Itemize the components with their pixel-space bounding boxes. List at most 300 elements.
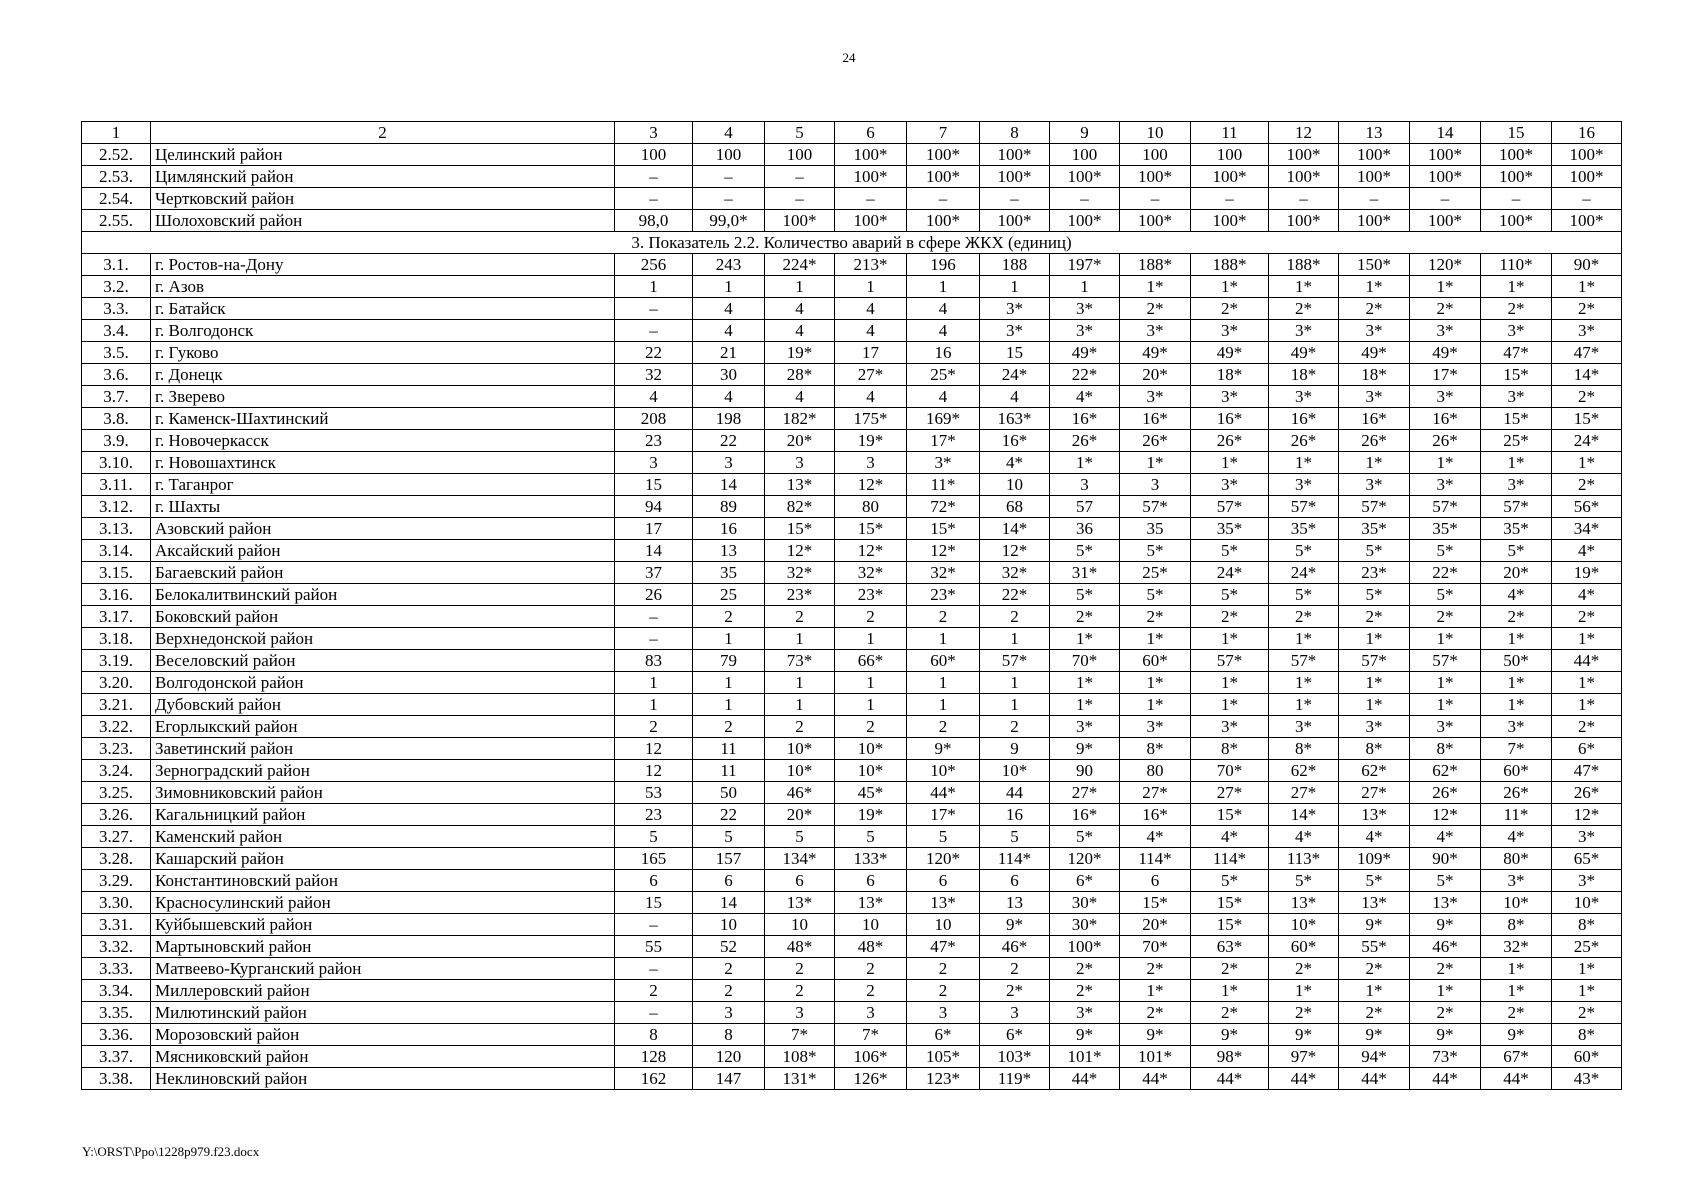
value-cell: 12* (835, 474, 907, 496)
value-cell: 208 (615, 408, 693, 430)
value-cell: 46* (765, 782, 835, 804)
value-cell: 100* (1339, 144, 1410, 166)
value-cell: 72* (907, 496, 980, 518)
header-cell: 3 (615, 122, 693, 144)
row-name: Неклиновский район (151, 1068, 615, 1090)
value-cell: 9* (1410, 914, 1481, 936)
value-cell: 13* (765, 474, 835, 496)
value-cell: – (907, 188, 980, 210)
value-cell: 1* (1410, 452, 1481, 474)
value-cell: 16 (693, 518, 765, 540)
value-cell: 1* (1339, 452, 1410, 474)
value-cell: 2 (693, 606, 765, 628)
value-cell: 3 (693, 1002, 765, 1024)
value-cell: 56* (1552, 496, 1622, 518)
value-cell: 4 (765, 298, 835, 320)
value-cell: 1 (765, 628, 835, 650)
value-cell: 5* (1410, 870, 1481, 892)
value-cell: 57* (980, 650, 1050, 672)
value-cell: – (1120, 188, 1191, 210)
value-cell: 110* (1481, 254, 1552, 276)
value-cell: 1* (1269, 452, 1339, 474)
value-cell: 4 (907, 320, 980, 342)
value-cell: 1 (693, 672, 765, 694)
row-number: 3.16. (82, 584, 151, 606)
value-cell: 57 (1050, 496, 1120, 518)
value-cell: 16 (907, 342, 980, 364)
value-cell: 2* (1191, 606, 1269, 628)
row-number: 3.15. (82, 562, 151, 584)
value-cell: 80 (835, 496, 907, 518)
value-cell: 22 (693, 804, 765, 826)
value-cell: 1 (980, 694, 1050, 716)
value-cell: 1* (1120, 452, 1191, 474)
table-row (82, 892, 1622, 914)
value-cell: 9* (1120, 1024, 1191, 1046)
value-cell: 70* (1120, 936, 1191, 958)
value-cell: 3* (1339, 716, 1410, 738)
value-cell: 80* (1481, 848, 1552, 870)
value-cell: 11 (693, 760, 765, 782)
value-cell: 8* (1410, 738, 1481, 760)
header-cell: 10 (1120, 122, 1191, 144)
value-cell: 5* (1269, 870, 1339, 892)
value-cell: 100* (1410, 144, 1481, 166)
value-cell: 26 (615, 584, 693, 606)
value-cell: – (1269, 188, 1339, 210)
value-cell: 17* (907, 430, 980, 452)
value-cell: 26* (1269, 430, 1339, 452)
value-cell: 35 (693, 562, 765, 584)
table-row (82, 540, 1622, 562)
value-cell: 15* (1191, 914, 1269, 936)
value-cell: 1* (1552, 276, 1622, 298)
value-cell: 6 (765, 870, 835, 892)
value-cell: 3* (1120, 320, 1191, 342)
value-cell: 4 (835, 386, 907, 408)
table-row (82, 584, 1622, 606)
value-cell: 134* (765, 848, 835, 870)
value-cell: 49* (1410, 342, 1481, 364)
value-cell: 256 (615, 254, 693, 276)
value-cell: 5* (1269, 540, 1339, 562)
value-cell: 60* (907, 650, 980, 672)
value-cell: 20* (1120, 364, 1191, 386)
table-row (82, 914, 1622, 936)
value-cell: 60* (1552, 1046, 1622, 1068)
value-cell: 15* (1191, 804, 1269, 826)
value-cell: 1* (1269, 980, 1339, 1002)
value-cell: 25* (1481, 430, 1552, 452)
value-cell: 4* (1050, 386, 1120, 408)
value-cell: 2* (1191, 298, 1269, 320)
value-cell: 82* (765, 496, 835, 518)
value-cell: 13* (1269, 892, 1339, 914)
value-cell: 1 (693, 276, 765, 298)
value-cell: 34* (1552, 518, 1622, 540)
value-cell: 5* (1120, 540, 1191, 562)
value-cell: 5* (1339, 870, 1410, 892)
value-cell: 27* (1191, 782, 1269, 804)
value-cell: 1* (1552, 694, 1622, 716)
value-cell: 4 (907, 386, 980, 408)
value-cell: 70* (1050, 650, 1120, 672)
header-cell: 6 (835, 122, 907, 144)
value-cell: 49* (1120, 342, 1191, 364)
value-cell: 100 (1191, 144, 1269, 166)
value-cell: 3* (1481, 474, 1552, 496)
value-cell: 4 (693, 320, 765, 342)
value-cell: 60* (1481, 760, 1552, 782)
indicator-table-container (81, 121, 1621, 1090)
table-row (82, 408, 1622, 430)
value-cell: 1* (1050, 694, 1120, 716)
row-name: Волгодонской район (151, 672, 615, 694)
value-cell: 157 (693, 848, 765, 870)
value-cell: 2* (1269, 606, 1339, 628)
value-cell: 24* (980, 364, 1050, 386)
value-cell: 3* (1339, 386, 1410, 408)
table-row (82, 870, 1622, 892)
value-cell: 105* (907, 1046, 980, 1068)
value-cell: 3 (980, 1002, 1050, 1024)
value-cell: 1* (1120, 694, 1191, 716)
table-row (82, 518, 1622, 540)
value-cell: 100* (765, 210, 835, 232)
value-cell: 8* (1269, 738, 1339, 760)
value-cell: 12 (615, 738, 693, 760)
value-cell: 15 (980, 342, 1050, 364)
value-cell: 10* (1481, 892, 1552, 914)
value-cell: 5* (1339, 584, 1410, 606)
value-cell: 2* (1410, 958, 1481, 980)
value-cell: 37 (615, 562, 693, 584)
value-cell: 3* (1050, 298, 1120, 320)
value-cell: 198 (693, 408, 765, 430)
value-cell: 26* (1191, 430, 1269, 452)
row-name: Целинский район (151, 144, 615, 166)
value-cell: 3* (907, 452, 980, 474)
value-cell: 44* (907, 782, 980, 804)
row-number: 3.29. (82, 870, 151, 892)
value-cell: 98,0 (615, 210, 693, 232)
value-cell: 100* (1339, 166, 1410, 188)
value-cell: 17 (835, 342, 907, 364)
value-cell: 2* (1552, 606, 1622, 628)
table-row (82, 210, 1622, 232)
row-number: 3.28. (82, 848, 151, 870)
row-name: г. Таганрог (151, 474, 615, 496)
table-row (82, 298, 1622, 320)
value-cell: 1* (1191, 980, 1269, 1002)
table-row (82, 386, 1622, 408)
row-name: Аксайский район (151, 540, 615, 562)
value-cell: 4* (1339, 826, 1410, 848)
table-row (82, 452, 1622, 474)
value-cell: – (615, 628, 693, 650)
value-cell: 44* (1191, 1068, 1269, 1090)
value-cell: 2* (1269, 958, 1339, 980)
row-number: 3.33. (82, 958, 151, 980)
row-name: г. Азов (151, 276, 615, 298)
row-name: Каменский район (151, 826, 615, 848)
value-cell: 3* (1120, 716, 1191, 738)
value-cell: 44* (1552, 650, 1622, 672)
value-cell: 23 (615, 804, 693, 826)
value-cell: 60* (1269, 936, 1339, 958)
value-cell: 12* (1552, 804, 1622, 826)
value-cell: 16* (980, 430, 1050, 452)
table-row (82, 364, 1622, 386)
table-row (82, 782, 1622, 804)
value-cell: 2 (835, 980, 907, 1002)
value-cell: – (1410, 188, 1481, 210)
value-cell: 3* (1410, 320, 1481, 342)
value-cell: 100* (907, 210, 980, 232)
value-cell: 2 (980, 606, 1050, 628)
value-cell: 15 (615, 474, 693, 496)
value-cell: 4* (1120, 826, 1191, 848)
table-row (82, 166, 1622, 188)
value-cell: 100* (980, 210, 1050, 232)
value-cell: 100* (1269, 166, 1339, 188)
value-cell: 31* (1050, 562, 1120, 584)
value-cell: 16* (1191, 408, 1269, 430)
value-cell: 15 (615, 892, 693, 914)
table-row (82, 694, 1622, 716)
table-row (82, 276, 1622, 298)
value-cell: 9 (980, 738, 1050, 760)
value-cell: 27* (1050, 782, 1120, 804)
value-cell: 47* (1552, 760, 1622, 782)
value-cell: 5* (1481, 540, 1552, 562)
value-cell: 5* (1339, 540, 1410, 562)
row-name: Зерноградский район (151, 760, 615, 782)
row-number: 3.4. (82, 320, 151, 342)
row-number: 3.10. (82, 452, 151, 474)
value-cell: 1 (980, 672, 1050, 694)
value-cell: – (615, 958, 693, 980)
value-cell: 9* (1410, 1024, 1481, 1046)
value-cell: 2* (1050, 606, 1120, 628)
value-cell: 9* (907, 738, 980, 760)
value-cell: 5 (765, 826, 835, 848)
value-cell: 52 (693, 936, 765, 958)
value-cell: 100* (1050, 210, 1120, 232)
value-cell: 90* (1410, 848, 1481, 870)
value-cell: – (980, 188, 1050, 210)
value-cell: 3 (835, 1002, 907, 1024)
value-cell: 8* (1120, 738, 1191, 760)
value-cell: 1* (1410, 628, 1481, 650)
value-cell: 23* (835, 584, 907, 606)
value-cell: 94 (615, 496, 693, 518)
value-cell: 26* (1050, 430, 1120, 452)
value-cell: – (615, 188, 693, 210)
value-cell: 11 (693, 738, 765, 760)
value-cell: 2 (765, 716, 835, 738)
row-number: 3.37. (82, 1046, 151, 1068)
value-cell: 1* (1191, 628, 1269, 650)
value-cell: – (1191, 188, 1269, 210)
value-cell: 23 (615, 430, 693, 452)
value-cell: 3* (1269, 474, 1339, 496)
value-cell: 10* (765, 760, 835, 782)
row-name: г. Гуково (151, 342, 615, 364)
value-cell: 50* (1481, 650, 1552, 672)
value-cell: 25* (1120, 562, 1191, 584)
row-number: 3.17. (82, 606, 151, 628)
value-cell: 5* (1050, 540, 1120, 562)
value-cell: 14* (980, 518, 1050, 540)
table-row (82, 848, 1622, 870)
row-name: Мясниковский район (151, 1046, 615, 1068)
row-name: Красносулинский район (151, 892, 615, 914)
value-cell: 120* (907, 848, 980, 870)
table-row (82, 188, 1622, 210)
value-cell: 9* (1191, 1024, 1269, 1046)
value-cell: 3 (835, 452, 907, 474)
value-cell: 100* (1552, 210, 1622, 232)
header-cell: 5 (765, 122, 835, 144)
table-row (82, 1024, 1622, 1046)
table-row (82, 980, 1622, 1002)
value-cell: 2 (980, 716, 1050, 738)
value-cell: 2 (907, 980, 980, 1002)
value-cell: 4* (1191, 826, 1269, 848)
value-cell: 24* (1191, 562, 1269, 584)
value-cell: 10 (907, 914, 980, 936)
value-cell: 15* (1191, 892, 1269, 914)
value-cell: 109* (1339, 848, 1410, 870)
header-cell: 8 (980, 122, 1050, 144)
value-cell: 97* (1269, 1046, 1339, 1068)
value-cell: 1 (693, 694, 765, 716)
value-cell: 2* (1410, 1002, 1481, 1024)
table-row (82, 672, 1622, 694)
table-row (82, 738, 1622, 760)
value-cell: 6* (1552, 738, 1622, 760)
value-cell: 45* (835, 782, 907, 804)
value-cell: 1* (1339, 276, 1410, 298)
value-cell: 114* (1191, 848, 1269, 870)
value-cell: 103* (980, 1046, 1050, 1068)
value-cell: 1* (1410, 980, 1481, 1002)
value-cell: 6* (1050, 870, 1120, 892)
value-cell: 7* (765, 1024, 835, 1046)
value-cell: 57* (1339, 496, 1410, 518)
value-cell: 150* (1339, 254, 1410, 276)
value-cell: 2* (1481, 606, 1552, 628)
value-cell: 55* (1339, 936, 1410, 958)
value-cell: 1 (835, 672, 907, 694)
value-cell: 7* (1481, 738, 1552, 760)
value-cell: 6* (980, 1024, 1050, 1046)
header-cell: 2 (151, 122, 615, 144)
value-cell: 100* (1050, 166, 1120, 188)
row-number: 3.32. (82, 936, 151, 958)
row-number: 3.27. (82, 826, 151, 848)
row-name: Белокалитвинский район (151, 584, 615, 606)
table-row (82, 496, 1622, 518)
value-cell: 1 (907, 628, 980, 650)
value-cell: 2* (1410, 298, 1481, 320)
row-number: 3.2. (82, 276, 151, 298)
value-cell: 12* (980, 540, 1050, 562)
value-cell: 10* (907, 760, 980, 782)
value-cell: 3* (980, 320, 1050, 342)
value-cell: 11* (1481, 804, 1552, 826)
value-cell: 3* (1481, 320, 1552, 342)
value-cell: 3* (1339, 474, 1410, 496)
value-cell: 2* (1269, 298, 1339, 320)
value-cell: – (835, 188, 907, 210)
table-row (82, 804, 1622, 826)
value-cell: 5* (1050, 826, 1120, 848)
value-cell: 3* (1269, 386, 1339, 408)
value-cell: 3* (980, 298, 1050, 320)
table-row (82, 1002, 1622, 1024)
row-name: Дубовский район (151, 694, 615, 716)
value-cell: 4* (1269, 826, 1339, 848)
value-cell: 1* (1552, 980, 1622, 1002)
value-cell: 14* (1269, 804, 1339, 826)
value-cell: 163* (980, 408, 1050, 430)
value-cell: 16* (1050, 804, 1120, 826)
value-cell: 6 (980, 870, 1050, 892)
value-cell: 2 (907, 606, 980, 628)
value-cell: 17 (615, 518, 693, 540)
value-cell: 1* (1120, 980, 1191, 1002)
row-number: 3.13. (82, 518, 151, 540)
value-cell: 1 (907, 672, 980, 694)
value-cell: 100* (1481, 210, 1552, 232)
row-number: 3.30. (82, 892, 151, 914)
value-cell: 55 (615, 936, 693, 958)
value-cell: 27* (1120, 782, 1191, 804)
value-cell: 1* (1191, 276, 1269, 298)
value-cell: 25* (1552, 936, 1622, 958)
value-cell: 2* (980, 980, 1050, 1002)
value-cell: 1* (1269, 672, 1339, 694)
value-cell: 50 (693, 782, 765, 804)
table-row (82, 144, 1622, 166)
value-cell: 1 (835, 276, 907, 298)
value-cell: 1* (1481, 980, 1552, 1002)
file-path-footer: Y:\ORST\Ppo\1228p979.f23.docx (82, 1144, 260, 1159)
value-cell: 100* (1191, 166, 1269, 188)
value-cell: – (693, 166, 765, 188)
value-cell: 9* (1050, 1024, 1120, 1046)
value-cell: 32* (907, 562, 980, 584)
table-row (82, 958, 1622, 980)
table-row (82, 936, 1622, 958)
row-name: г. Волгодонск (151, 320, 615, 342)
value-cell: 3 (693, 452, 765, 474)
value-cell: 9* (1481, 1024, 1552, 1046)
value-cell: 1* (1339, 628, 1410, 650)
table-row (82, 716, 1622, 738)
value-cell: 2* (1481, 298, 1552, 320)
value-cell: 3 (1050, 474, 1120, 496)
value-cell: 3* (1050, 716, 1120, 738)
value-cell: 26* (1410, 430, 1481, 452)
row-name: Милютинский район (151, 1002, 615, 1024)
value-cell: 30 (693, 364, 765, 386)
value-cell: 120* (1410, 254, 1481, 276)
value-cell: 10* (835, 738, 907, 760)
value-cell: 19* (835, 804, 907, 826)
